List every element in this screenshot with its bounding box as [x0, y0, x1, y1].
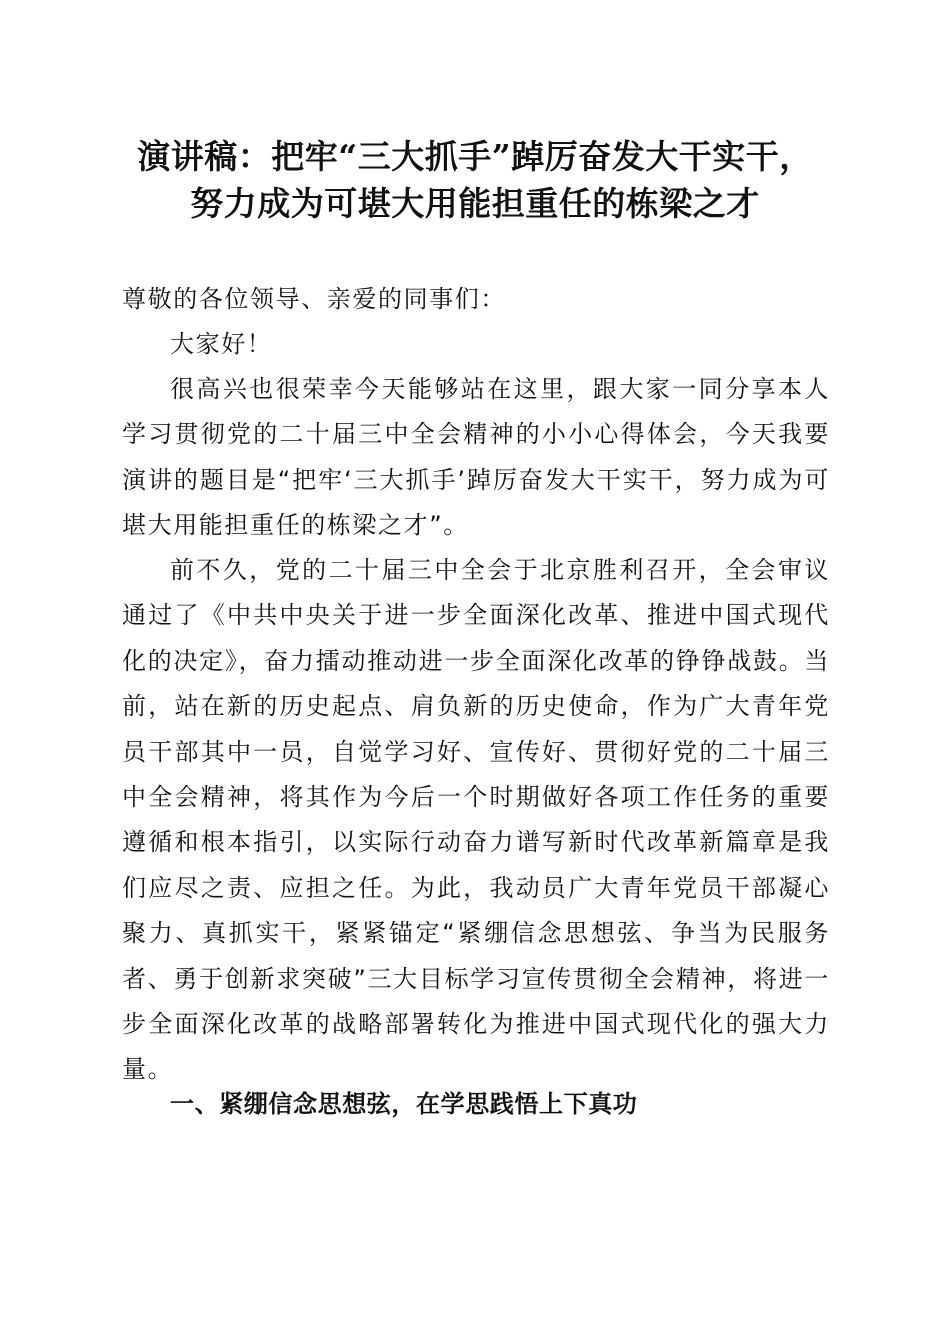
section-heading-1: 一、紧绷信念思想弦，在学思践悟上下真功 [170, 1090, 638, 1118]
greeting: 大家好！ [170, 330, 273, 358]
salutation: 尊敬的各位领导、亲爱的同事们： [122, 285, 506, 313]
paragraph-background: 前不久，党的二十届三中全会于北京胜利召开，全会审议通过了《中共中央关于进一步全面深化改革、推进中国式现代化的决定》，奋力擂动推动进一步全面深化改革的铮铮战鼓。当前，站在新的历史起点、肩负新的历史使命，作为广大青年党员干部其中一员，自觉学习好、宣传好、贯彻好党的二十届三中全会精神，将其作为今后一个时期做好各项工作任务的重要遵循和根本指引，以实际行动奋力谱写新时代改革新篇章是我们应尽之责、应担之任。为此，我动员广大青年党员干部凝心聚力、真抓实干，紧紧锚定“紧绷信念思想弦、争当为民服务者、勇于创新求突破”三大目标学习宣传贯彻全会精神，将进一步全面深化改革的战略部署转化为推进中国式现代化的强大力量。 [122, 556, 830, 1084]
paragraph-intro: 很高兴也很荣幸今天能够站在这里，跟大家一同分享本人学习贯彻党的二十届三中全会精神的小小心得体会，今天我要演讲的题目是“把牢‘三大抓手’踔厉奋发大干实干，努力成为可堪大用能担重任的栋梁之才”。 [122, 375, 830, 540]
document-title-line-2: 努力成为可堪大用能担重任的栋梁之才 [190, 184, 760, 223]
document-title-line-1: 演讲稿：把牢“三大抓手”踔厉奋发大干实干， [137, 137, 813, 176]
